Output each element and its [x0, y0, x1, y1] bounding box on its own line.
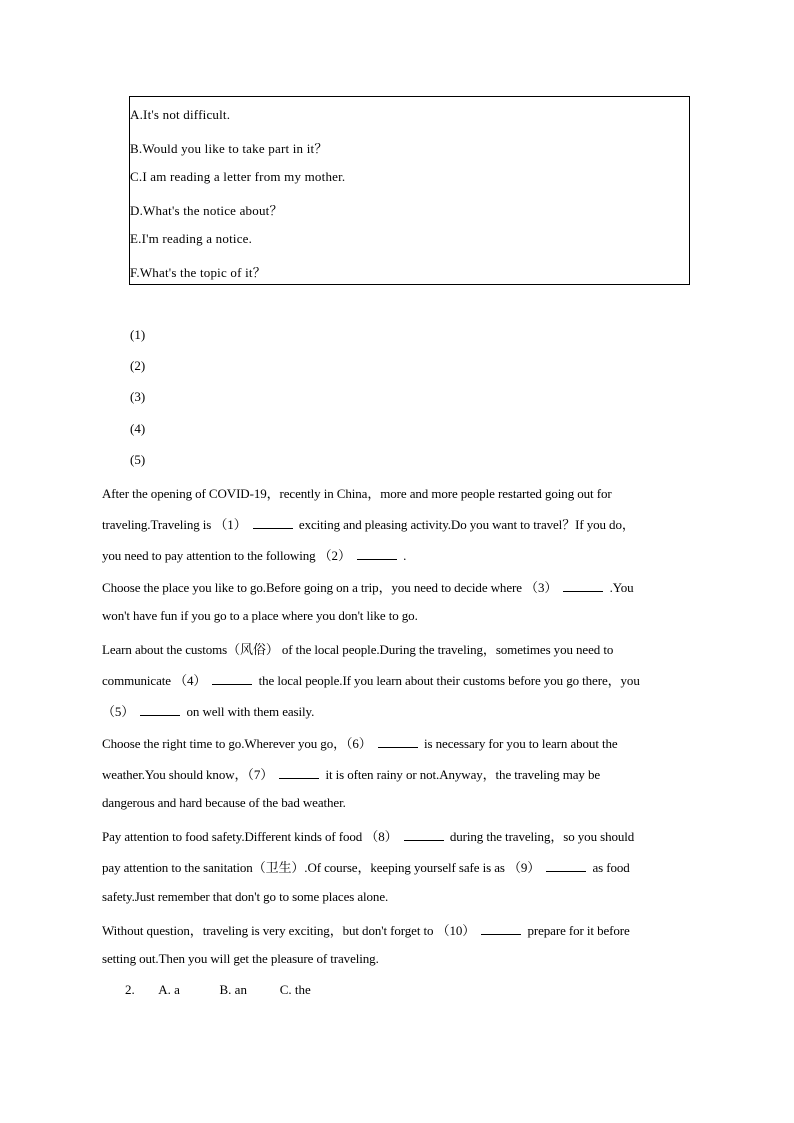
answer-number-5: (5) — [130, 452, 146, 467]
option-e: E.I'm reading a notice. — [130, 231, 253, 246]
options-box — [129, 96, 690, 285]
passage-text: .You — [609, 580, 634, 595]
passage-line: safety.Just remember that don't go to some places alone. — [102, 889, 389, 904]
passage-text: pay attention to the sanitation（卫生）.Of course，keeping yourself safe is as （9） — [102, 860, 541, 875]
passage-line — [102, 764, 600, 783]
blank-3[interactable] — [563, 580, 603, 592]
option-f: F.What's the topic of it？ — [130, 265, 266, 280]
blank-1[interactable] — [253, 517, 293, 529]
choice-c[interactable]: C. the — [279, 982, 311, 997]
passage-text: （5） — [102, 704, 135, 719]
passage-line — [102, 514, 635, 533]
passage-line: Learn about the customs（风俗） of the local people.During the traveling，sometimes you need to — [102, 642, 614, 657]
passage-text: traveling.Traveling is （1） — [102, 517, 247, 532]
passage-text: the local people.If you learn about their customs before you go there，you — [258, 673, 640, 688]
passage-line — [102, 577, 634, 596]
question-2-choices — [125, 982, 311, 998]
passage-line — [102, 826, 634, 845]
passage-text: communicate （4） — [102, 673, 207, 688]
option-d: D.What's the notice about？ — [130, 203, 283, 218]
passage-line — [102, 857, 630, 876]
option-b: B.Would you like to take part in it？ — [130, 141, 328, 156]
passage-text: it is often rainy or not.Anyway，the traveling may be — [325, 767, 601, 782]
passage-text: as food — [592, 860, 630, 875]
question-number: 2. — [125, 982, 135, 997]
passage-text: Choose the right time to go.Wherever you go，（6） — [102, 736, 372, 751]
blank-8[interactable] — [404, 829, 444, 841]
blank-4[interactable] — [212, 673, 252, 685]
blank-5[interactable] — [140, 704, 180, 716]
blank-2[interactable] — [357, 548, 397, 560]
passage-line — [102, 701, 314, 720]
answer-number-2: (2) — [130, 358, 146, 373]
blank-9[interactable] — [546, 860, 586, 872]
passage-text: exciting and pleasing activity.Do you want to travel？If you do， — [298, 517, 635, 532]
blank-6[interactable] — [378, 736, 418, 748]
blank-10[interactable] — [481, 923, 521, 935]
passage-text: on well with them easily. — [186, 704, 315, 719]
answer-number-4: (4) — [130, 421, 146, 436]
passage-text: you need to pay attention to the following （2） — [102, 548, 351, 563]
choice-b[interactable]: B. an — [219, 982, 247, 997]
passage-text: . — [403, 548, 407, 563]
passage-line: won't have fun if you go to a place where you don't like to go. — [102, 608, 418, 623]
passage-text: Pay attention to food safety.Different kinds of food （8） — [102, 829, 398, 844]
passage-text: prepare for it before — [527, 923, 630, 938]
choice-a[interactable]: A. a — [158, 982, 180, 997]
option-c: C.I am reading a letter from my mother. — [130, 169, 346, 184]
passage-text: Without question，traveling is very exciting，but don't forget to （10） — [102, 923, 476, 938]
answer-number-3: (3) — [130, 389, 146, 404]
passage-line: After the opening of COVID-19，recently in China，more and more people restarted going out for — [102, 486, 612, 501]
passage-line — [102, 545, 406, 564]
passage-text: weather.You should know，（7） — [102, 767, 274, 782]
option-a: A.It's not difficult. — [130, 107, 231, 122]
passage-line — [102, 733, 618, 752]
passage-line — [102, 920, 630, 939]
answer-number-1: (1) — [130, 327, 146, 342]
passage-text: Choose the place you like to go.Before going on a trip，you need to decide where （3） — [102, 580, 558, 595]
passage-line: setting out.Then you will get the pleasure of traveling. — [102, 951, 379, 966]
passage-text: is necessary for you to learn about the — [424, 736, 618, 751]
passage-line: dangerous and hard because of the bad weather. — [102, 795, 346, 810]
passage-line — [102, 670, 640, 689]
blank-7[interactable] — [279, 767, 319, 779]
passage-text: during the traveling，so you should — [449, 829, 635, 844]
